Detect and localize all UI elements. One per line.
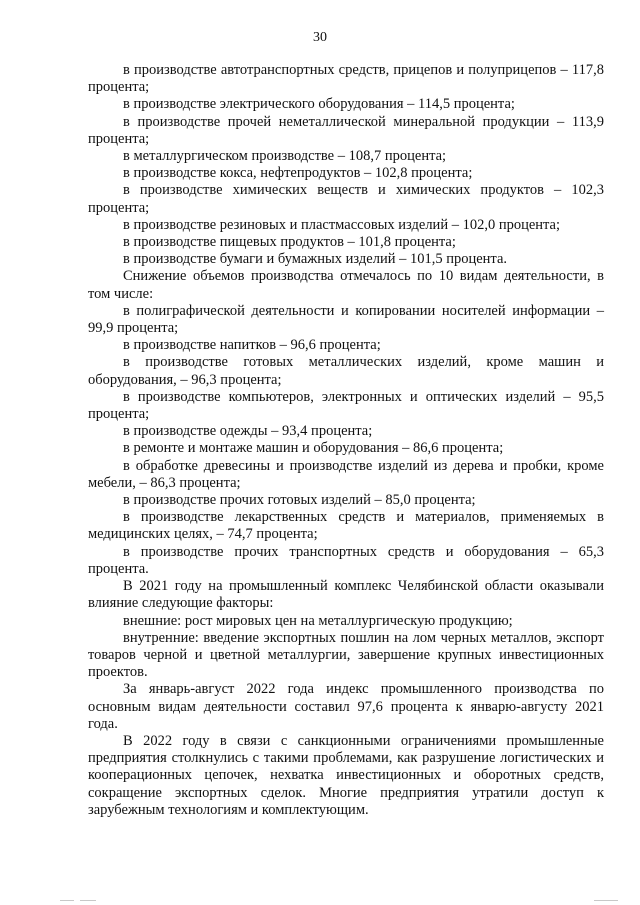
paragraph: в производстве прочих готовых изделий – 85,0 процента; (123, 492, 476, 509)
paragraph: в ремонте и монтаже машин и оборудования – 86,6 процента; (123, 440, 504, 457)
footer-divider-middle (80, 900, 96, 901)
page-number: 30 (313, 30, 327, 45)
document-body (88, 62, 604, 819)
paragraph: в производстве прочих транспортных средств и оборудования – 65,3 процента. (88, 543, 604, 577)
footer-divider-right (594, 900, 618, 901)
paragraph: в производстве напитков – 96,6 процента; (123, 337, 381, 354)
paragraph: в производстве резиновых и пластмассовых изделий – 102,0 процента; (123, 216, 561, 233)
paragraph: в производстве одежды – 93,4 процента; (123, 423, 373, 440)
paragraph: в металлургическом производстве – 108,7 процента; (123, 148, 447, 165)
paragraph: в производстве пищевых продуктов – 101,8 процента; (123, 234, 456, 251)
paragraph: в производстве химических веществ и химических продуктов – 102,3 процента; (88, 182, 604, 216)
paragraph: в производстве лекарственных средств и материалов, применяемых в медицинских целях, – 74,7 процента; (88, 509, 604, 543)
paragraph: в производстве прочей неметаллической минеральной продукции – 113,9 процента; (88, 113, 604, 147)
paragraph: в производстве автотранспортных средств, прицепов и полуприцепов – 117,8 процента; (88, 62, 604, 96)
paragraph: За январь-август 2022 года индекс промышленного производства по основным видам деятельности составил 97,6 процента к январю-августу 2021 года. (88, 681, 604, 732)
paragraph: В 2022 году в связи с санкционными ограничениями промышленные предприятия столкнулись с такими проблемами, как разрушение логистических и кооперационных цепочек, нехватка инвестиционных и оборотных средств, сокращение экспортных сделок. Многие предприятия утратили доступ к зарубежным технологиям и комплектующим. (88, 732, 604, 818)
paragraph: Снижение объемов производства отмечалось по 10 видам деятельности, в том числе: (88, 268, 604, 302)
paragraph: в производстве кокса, нефтепродуктов – 102,8 процента; (123, 165, 473, 182)
paragraph: в обработке древесины и производстве изделий из дерева и пробки, кроме мебели, – 86,3 процента; (88, 457, 604, 491)
paragraph: в производстве готовых металлических изделий, кроме машин и оборудования, – 96,3 процента; (88, 354, 604, 388)
paragraph: в производстве бумаги и бумажных изделий – 101,5 процента. (123, 251, 508, 268)
paragraph: в производстве компьютеров, электронных и оптических изделий – 95,5 процента; (88, 388, 604, 423)
paragraph: в полиграфической деятельности и копировании носителей информации – 99,9 процента; (88, 302, 604, 337)
paragraph: В 2021 году на промышленный комплекс Челябинской области оказывали влияние следующие факторы: (88, 578, 604, 612)
paragraph: внутренние: введение экспортных пошлин на лом черных металлов, экспорт товаров черной и цветной металлургии, завершение крупных инвестиционных проектов. (88, 629, 604, 681)
paragraph: внешние: рост мировых цен на металлургическую продукцию; (123, 612, 513, 629)
footer-divider-left (60, 900, 74, 901)
paragraph: в производстве электрического оборудования – 114,5 процента; (123, 96, 515, 113)
